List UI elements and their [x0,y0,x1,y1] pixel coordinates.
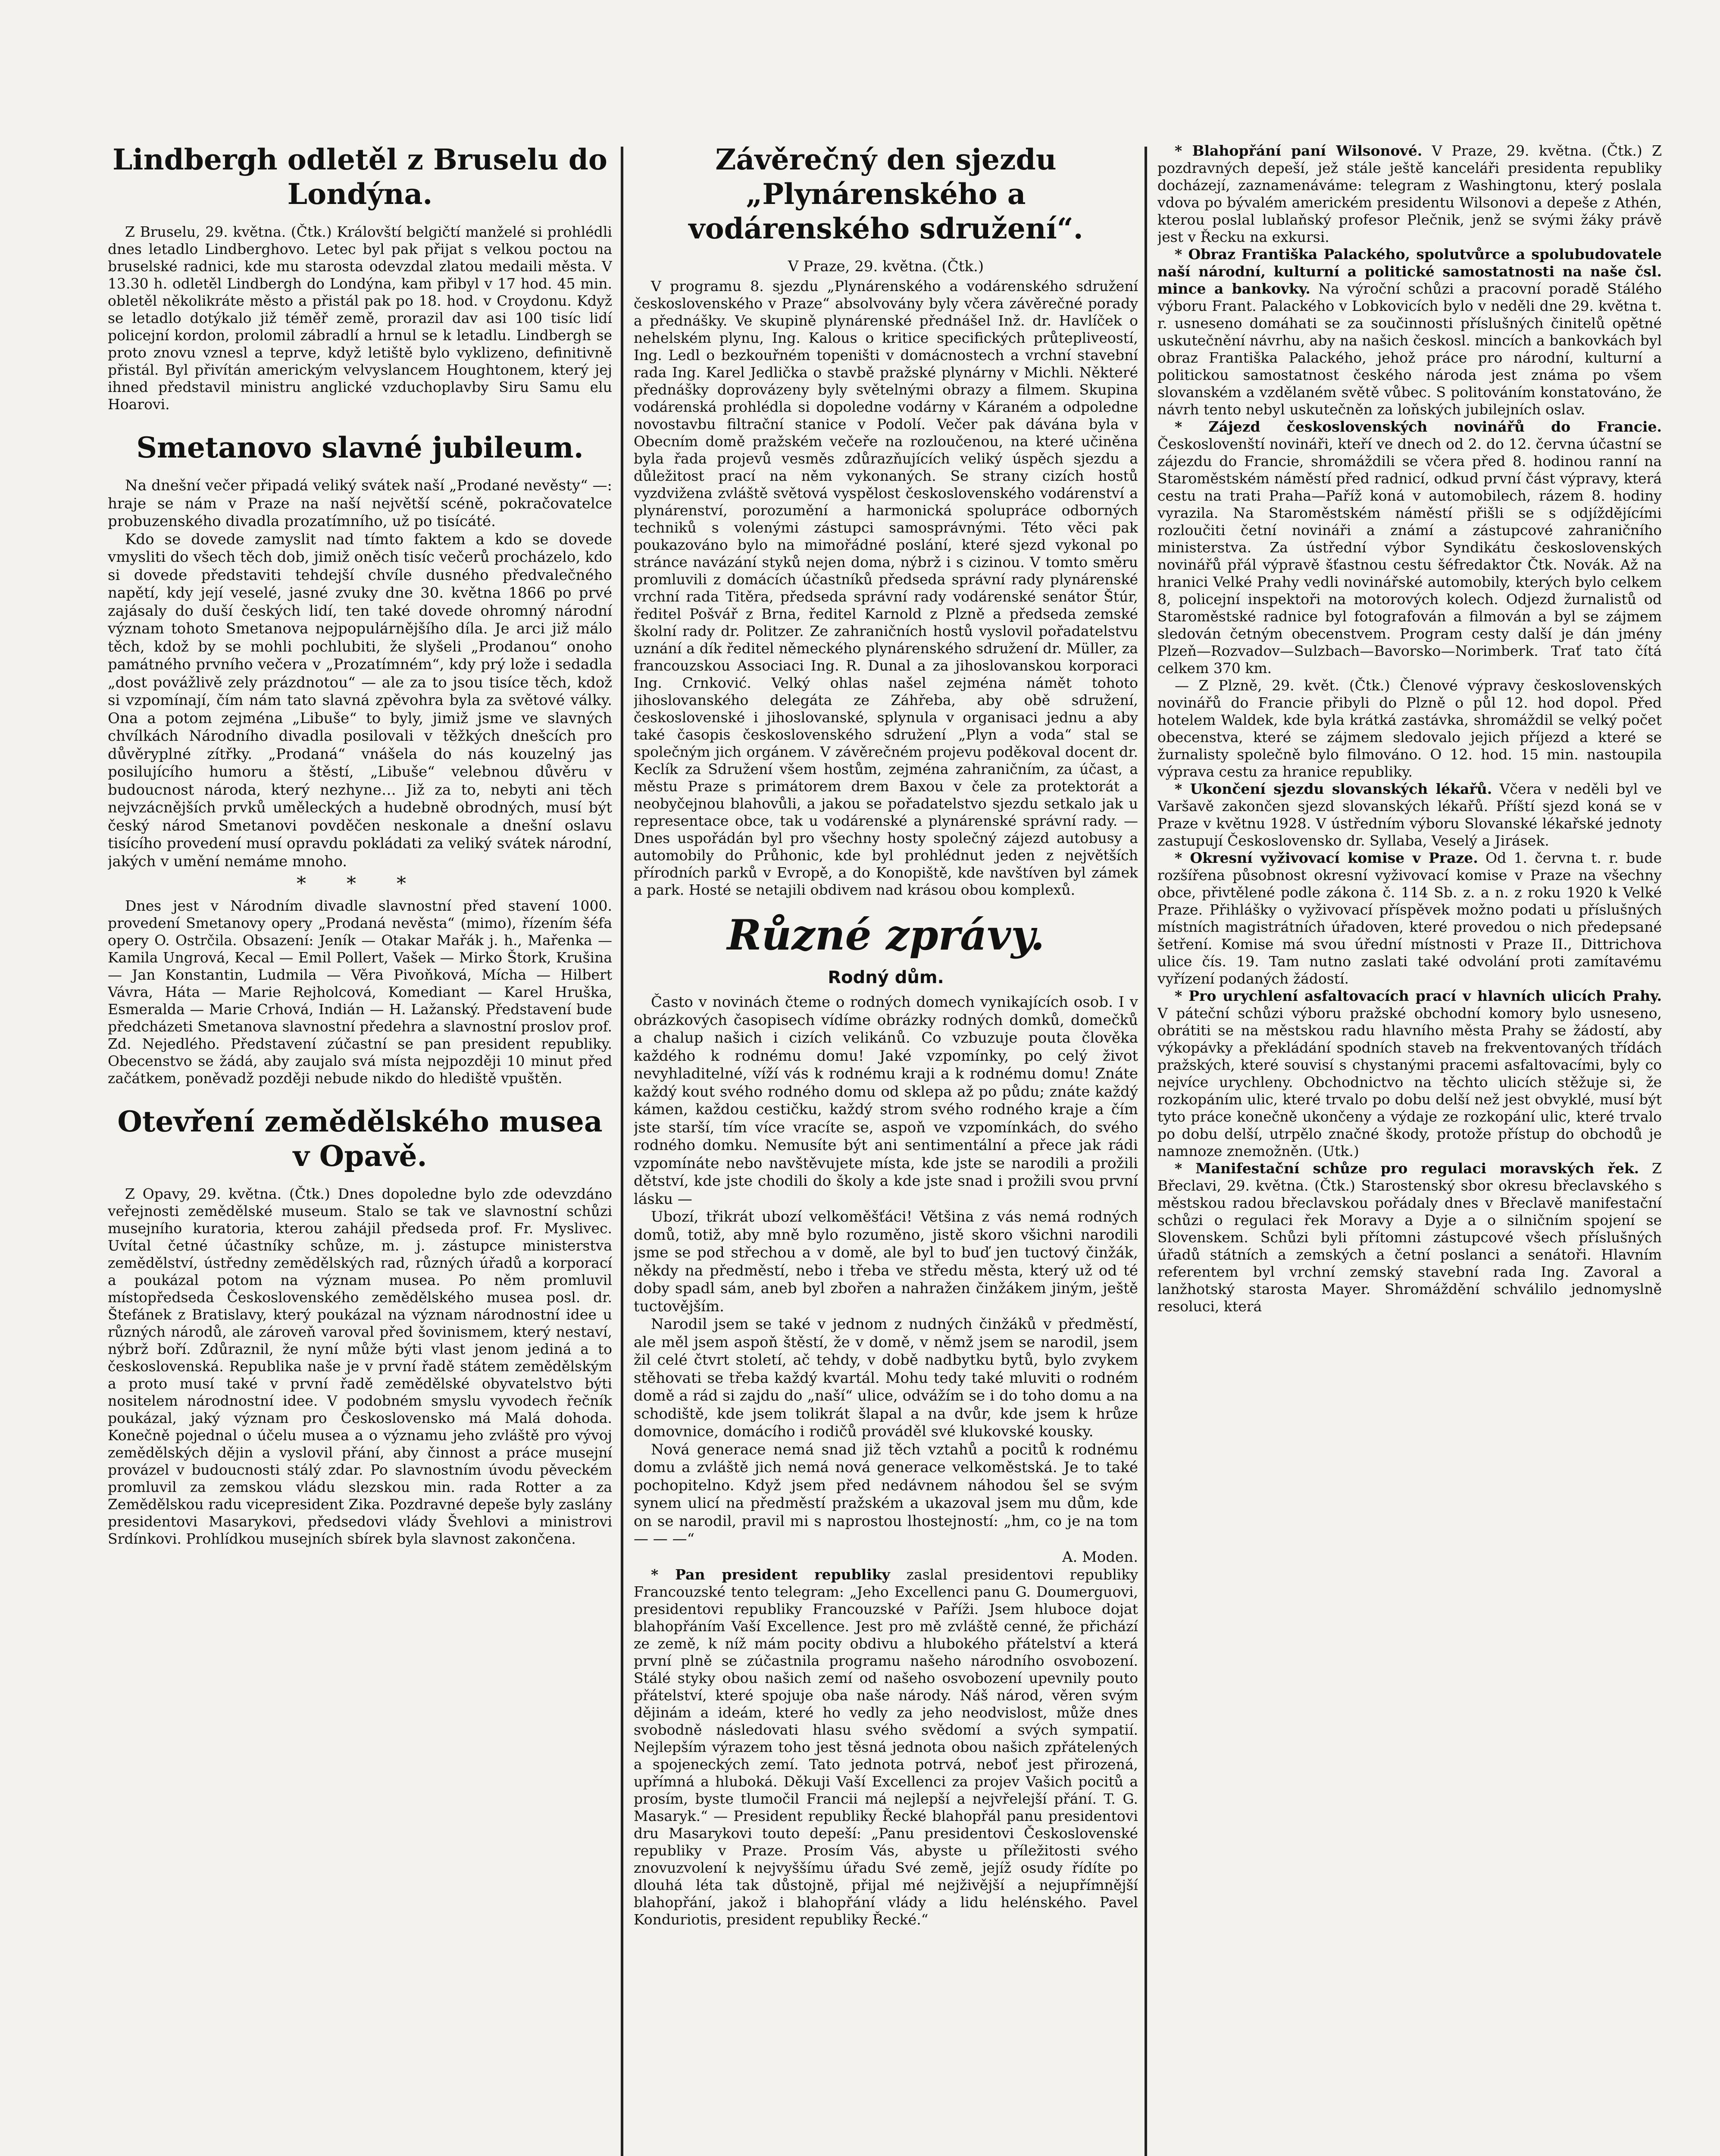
rodny-dum-paragraph: Často v novinách čteme o rodných domech vynikajících osob. I v obrázkových časopisech vídíme obrázky rodných domků, domečků a chalup našich i cizích velikánů. Co vzbuzuje pouta člověka každého k rodnému domu! Jaké vzpomínky, po celý život nevyhladitelné, víží vás k rodnému kraji a k rodnému domu! Znáte každý kout svého rodného domu od sklepa až po půdu; znáte každý kámen, každou cestičku, každý strom svého rodného kraje a čím jste starší, tím více vracíte se, aspoň ve vzpomínkách, do svého rodného domku. Nemusíte být ani sentimentální a přece jak rádi vzpomínáte nebo navštěvujete místa, kde jste se narodili a prožili dětství, kde jste chodili do školy a kde jste snad i prožili svou první lásku — [634,993,1138,1208]
president-telegram-paragraph [634,1566,1138,1928]
journalists-paragraph [1157,418,1662,677]
column-2 [634,142,1138,2156]
column-1 [108,142,612,2156]
doctors-paragraph [1157,780,1662,849]
congress-dateline: V Praze, 29. května. (Čtk.) [788,258,984,275]
rodny-dum-paragraph: Nová generace nemá snad již těch vztahů a pocitů k rodnému domu a zvláště jich nemá nová generace velkoměstská. Je to také pochopitelno. Když jsem před nedávnem náhodou šel se svým synem ulicí na předměstí pražském a ukazoval jsem mu dům, kde on se narodil, pravil mi s naprostou lhostejností: „hm, co je na tom — — —“ [634,1441,1138,1548]
palacky-text: Na výroční schůzi a pracovní poradě Stálého výboru Frant. Palackého v Lobkovicích bylo v neděli dne 29. května t. r. usneseno domáhati se za součinnosti příslušných činitelů opětné uskutečnění návrhu, aby na našich českosl. mincích a bankovkách byl obraz Františka Palackého, jehož práce pro národní, kulturní a politickou samostatnost českého národa jest známa po všem slovanském a vzdělaném světě vůbec. S politováním konstatováno, že návrh tento nebyl uskutečněn za loňských jubilejních oslav. [1157,280,1662,418]
smetana-paragraph: Kdo se dovede zamyslit nad tímto faktem a kdo se dovede vmysliti do všech těch dob, jimiž oněch tisíc večerů procházelo, kdo si dovede představiti tehdejší chvíle dusného předvalečného napětí, kdy její veselé, jasné zvuky dne 30. května 1866 po prvé zajásaly do duší českých lidí, ten také dovede ohromný národní význam tohoto Smetanova nejpopulárnějšího díla. Je arci již málo těch, kdož by se mohli pochlubiti, že slyšeli „Prodanou“ onoho památného prvního večera v „Prozatímném“, kdy prý lože i sedadla „dost povážlivě zely prázdnotou“ — ale za to jsou tisíce těch, kdož si vzpomínají, čím nám tato slavná zpěvohra byla za světové války. Ona a potom zejména „Libuše“ to byly, jimiž jsme ve slavných chvílkách Národního divadla posilovali v těžkých dnešcích pro důvěryplné zítřky. „Prodaná“ vnášela do nás kouzelný jas posilujícího humoru a štěstí, „Libuše“ velebnou důvěru v budoucnost národa, který nezhyne… Již za to, nebyti ani těch nejvzácnějších prvků uměleckých a hudebně obrodných, musí být český národ Smetanovi povděčen neskonale a dnešní oslavu tisícího provedení musí opravdu pokládati za veliký svátek národní, jakých v umění nemáme mnoho. [108,530,612,870]
smetana-headline: Smetanovo slavné jubileum. [136,431,584,464]
commission-text: Od 1. června t. r. bude rozšířena působnost okresní vyživovací komise v Praze na všechny obce, přivtělené podle zákona č. 114 Sb. z. a n. z roku 1920 k Velké Praze. Přihlášky o vyživovací příspěvek možno podati u příslušných místních magistrátních úřadoven, které provedou o nich předepsané šetření. Komise má svou úřední místnosti v Praze II., Dittrichova ulice čís. 19. Tam nutno zaslati také odvolání proti zamítavému vyřízení podaných žádostí. [1157,849,1662,987]
regulation-lead: * Manifestační schůze pro regulaci moravských řek. [1175,1160,1639,1177]
column-3 [1157,142,1662,2156]
wilson-paragraph [1157,142,1662,246]
museum-headline: Otevření zemědělského musea v Opavě. [117,1105,603,1173]
palacky-lead: * Obraz Františka Palackého, spolutvůrce a spolubudovatele naší národní, kulturní a politické samostatnosti na naše čsl. mince a bankovky. [1157,246,1662,297]
museum-body: Z Opavy, 29. května. (Čtk.) Dnes dopoledne bylo zde odevzdáno veřejnosti zemědělské museum. Stalo se tak ve slavnostní schůzi musejního kuratoria, kterou zahájil předseda prof. Fr. Myslivec. Uvítal četné účastníky schůze, m. j. zástupce ministerstva zemědělství, ústředny zemědělských rad, různých úřadů a korporací a poukázal potom na význam musea. Po něm promluvil místopředseda Československého zemědělského musea posl. dr. Štefánek z Bratislavy, který poukázal na význam národnostní idee u různých národů, ale zároveň varoval před šovinismem, který nestaví, nýbrž boří. Zdůraznil, že nyní může býti vlast jenom jediná a to československá. Republika naše je v první řadě státem zemědělským a proto musí také v první řadě zemědělské obyvatelstvo býti nositelem národnostní idee. V podobném smyslu vyvodech řečník poukázal, jaký význam pro Československo má Malá dohoda. Konečně pojednal o účelu musea a o významu jeho zvláště pro vývoj zemědělských dějin a vyslovil přání, aby činnost a práce musejní provázel v budoucnosti stálý zdar. Po slavnostním úvodu pěveckém promluvil za zemskou vládu slezskou min. rada Rotter a za Zemědělskou radu vicepresident Zika. Pozdravné depeše byly zaslány presidentovi Masarykovi, předsedovi vlády Švehlovi a ministrovi Srdínkovi. Prohlídkou musejních sbírek byla slavnost zakončena. [108,1185,612,1547]
doctors-lead: * Ukončení sjezdu slovanských lékařů. [1175,780,1492,797]
journalists-paragraph: — Z Plzně, 29. květ. (Čtk.) Členové výpravy československých novinářů do Francie přibyli do Plzně o půl 12. hod dopol. Před hotelem Waldek, kde byla krátká zastávka, shromáždil se velký počet obecenstva, které se zájmem sledovalo jejich příjezd a které se žurnalisty společně bylo filmováno. O 12. hod. 15 min. nastoupila výprava cestu za hranice republiky. [1157,677,1662,780]
president-telegram-lead: * Pan president republiky [651,1566,890,1583]
palacky-paragraph [1157,246,1662,418]
congress-headline: Závěrečný den sjezdu „Plynárenského a vodárenského sdružení“. [688,143,1083,245]
doctors-text: Včera v neděli byl ve Varšavě zakončen sjezd slovanských lékařů. Příští sjezd koná se v Praze v květnu 1928. V ústředním výboru Slovanské lékařské jednoty zastupují Československo dr. Syllaba, Veselý a Jirásek. [1157,780,1662,849]
column-rule [621,147,623,2156]
congress-body: V programu 8. sjezdu „Plynárenského a vodárenského sdružení československého v Praze“ absolvovány byly včera závěrečné porady a přednášky. Ve skupině plynárenské přednášel Inž. dr. Havlíček o nehelském plynu, Ing. Kalous o kritice specifických průtepliveostí, Ing. Ledl o bezkouřném topeništi v domácnostech a vrchní stavební rada Ing. Karel Jedlička o stavbě pražské plynárny v Michli. Některé přednášky doprovázeny byly světelnými obrazy a filmem. Skupina vodárenská prohlédla si dopoledne vodárny v Káraném a odpoledne novostavbu filtrační stanice v Podolí. Večer pak dávána byla v Obecním domě pražském večeře na rozloučenou, na které učiněna byla řada projevů vesměs zdůrazňujících veliký úspěch sjezdu a důležitost prací na něm vykonaných. Se strany cizích hostů vyzdvižena zvláště světová vyspělost československého vodárenství a plynárenství, porozumění a harmonická spolupráce odborných techniků s volenými zástupci samosprávnými. Této věci pak poukazováno bylo na mimořádné poslání, které sjezd vykonal po stránce navázání styků nejen doma, nýbrž i s cizinou. V tomto směru promluvili z domácích účastníků předseda správní rady plynárenské vrchní rada Titěra, předseda správní rady vodárenské senátor Štúr, ředitel Pošvář z Brna, ředitel Karnold z Plzně a předseda zemské školní rady dr. Politzer. Ze zahraničních hostů vyslovil pořadatelstvu uznání a dík ředitel německého plynárenského sdružení dr. Müller, za francouzskou Associaci Ing. R. Dunal a za jihoslovanskou korporaci Ing. Crnković. Velký ohlas našel zejména námět tohoto jihoslovanského delegáta ze Záhřeba, aby obě sdružení, československé i jihoslovanské, splynula v organisaci jednu a aby také časopis československého sdružení „Plyn a voda“ stal se společným jich orgánem. V závěrečném projevu poděkoval docent dr. Keclík za Sdružení všem hostům, zejména zahraničním, za účast, a městu Praze s primátorem drem Baxou v čele za protektorát a neobyčejnou blahovůli, a jakou se pořadatelstvo sjezdu setkalo jak u representace obce, tak u vodárenské a plynárenské správní rady. — Dnes uspořádán byl pro všechny hosty společný zájezd autobusy a automobily do Průhonic, kde byl prohlédnut jeden z největších přírodních parků v Evropě, a do Konopiště, kde navštíven byl zámek a park. Hosté se netajili obdivem nad krásou obou komplexů. [634,278,1138,898]
regulation-text: Z Břeclavi, 29. května. (Čtk.) Starostenský sbor okresu břeclavského s městskou radou břeclavskou pořádaly dnes v Břeclavě manifestační schůzi o regulaci řek Moravy a Dyje a o silničním spojení se Slovenskem. Schůzi byli přítomni zástupcové všech příslušných úřadů státních a zemských a četní poslanci a senátoři. Hlavním referentem byl vrchní zemský stavební rada Ing. Zavoral a lanžhotský starosta Mayer. Shromáždění schválilo jednomyslně resoluci, která [1157,1160,1662,1315]
asphalt-paragraph [1157,987,1662,1160]
column-rule [1145,147,1147,2156]
lindbergh-body: Z Bruselu, 29. května. (Čtk.) Královští belgičtí manželé si prohlédli dnes letadlo Lindberghovo. Letec byl pak přijat s velkou poctou na bruselské radnici, kde mu starosta odevzdal zlatou medaili města. V 13.30 h. odletěl Lindbergh do Londýna, kam přibyl v 17 hod. 45 min. obletěl několikráte město a přistál pak po 18. hod. v Croydonu. Když se letadlo dotýkalo již téměř země, prorazil dav asi 100 tisíc lidí policejní kordon, prolomil zábradlí a hrnul se k letadlu. Lindbergh se proto znovu vznesl a teprve, když letiště bylo vyklizeno, definitivně přistál. Byl přivítán americkým velvyslancem Houghtonem, který jej ihned představil ministru anglické vzduchoplavby Siru Samu elu Hoarovi. [108,223,612,413]
rodny-dum-subhead: Rodný dům. [828,968,944,987]
misc-section-headline: Různé zprávy. [727,911,1045,959]
asphalt-text: V páteční schůzi výboru pražské obchodní komory bylo usneseno, obrátiti se na městskou radu hlavního města Prahy se žádostí, aby výkopávky a překládání spodních staveb na frekventovaných třídách pražských, které souvisí s chystanými pracemi asfaltovacími, byly co nejvíce urychleny. Obchodnictvo na těchto ulicích stěžuje si, že rozkopáním ulic, které trvalo po dobu delší než jest obvyklé, musí být tyto práce konečně ukončeny a výdaje ze rozkopání ulic, které trvalo po dobu delší, utrpělo značné škody, protože přístup do obchodů je namnoze znemožněn. (Utk.) [1157,1005,1662,1159]
president-telegram-text: zaslal presidentovi republiky Francouzské tento telegram: „Jeho Excellenci panu G. Doumerguovi, presidentovi republiky Francouzské v Paříži. Jsem hluboce dojat blahopřáním Vaší Excellence. Jest pro mě zvláště cenné, že přichází ze země, k níž mám pocity obdivu a hlubokého přátelství a která první plně se zúčastnila programu našeho národního osvobození. Stálé styky obou našich zemí od našeho osvobození upevnily pouto přátelství, které spojuje oba naše národy. Náš národ, věren svým dějinám a ideám, které ho vedly za jeho neodvislost, může dnes svobodně následovati hlasu svého svědomí a svých sympatií. Nejlepším výrazem toho jest těsná jednota obou našich zpřátelených a spojeneckých zemí. Tato jednota potrvá, neboť jest přirozená, upřímná a hluboká. Děkuji Vaší Excellenci za projev Vašich pocitů a prosím, byste tlumočil Francii má nejlepší a nejvřelejší přání. T. G. Masaryk.“ — President republiky Řecké blahopřál panu presidentovi dru Masarykovi touto depeší: „Panu presidentovi Československé republiky v Praze. Prosím Vás, abyste u příležitosti svého znovuzvolení k nejvyššímu úřadu Své země, jejíž osudy řídíte po dlouhá léta tak důstojně, přijal mé nejživější a nejupřímnější blahopřání, jakož i blahopřání vlády a lidu helénského. Pavel Konduriotis, president republiky Řecké.“ [634,1566,1138,1928]
section-stars: * * * [297,873,423,895]
journalists-lead: * Zájezd československých novinářů do Francie. [1175,418,1662,435]
rodny-dum-paragraph: Narodil jsem se také v jednom z nudných činžáků v předměstí, ale měl jsem aspoň štěstí, že v domě, v němž jsem se narodil, jsem žil celé čtvrt století, ač tehdy, v době nadbytku bytů, bylo zvykem stěhovati se třeba každý kvartál. Mohu tedy také mluviti o rodném domě a rád si zajdu do „naší“ ulice, odvážím se i do toho domu a na schodiště, kde jsem tolikrát šlapal a na dvůr, kde jsem k hrůze domovnice, domácího i rodičů prováděl své klukovské kousky. [634,1316,1138,1440]
smetana-paragraph: Na dnešní večer připadá veliký svátek naší „Prodané nevěsty“ —: hraje se nám v Praze na naší největší scéně, pokračovatelce probuzenského divadla prozatímního, už po tisícáté. [108,477,612,530]
smetana-paragraph: Dnes jest v Národním divadle slavnostní před stavení 1000. provedení Smetanovy opery „Prodaná nevěsta“ (mimo), řízením šéfa opery O. Ostrčila. Obsazení: Jeník — Otakar Mařák j. h., Mařenka — Kamila Ungrová, Kecal — Emil Pollert, Vašek — Mirko Štork, Krušina — Jan Konstantin, Ludmila — Věra Pivoňková, Mícha — Hilbert Vávra, Háta — Marie Rejholcová, Komediant — Karel Hruška, Esmeralda — Marie Crhová, Indián — H. Lažanský. Představení bude předcházeti Smetanova slavnostní předehra a slavnostní proslov prof. Zd. Nejedlého. Představení zúčastní se pan president republiky. Obecenstvo se žádá, aby zaujalo svá místa nejpozději 10 minut před začátkem, poněvadž později nebude nikdo do hlediště vpuštěn. [108,897,612,1087]
asphalt-lead: * Pro urychlení asfaltovacích prací v hlavních ulicích Prahy. [1175,987,1662,1004]
lindbergh-headline: Lindbergh odletěl z Bruselu do Londýna. [113,143,607,211]
wilson-lead: * Blahopřání paní Wilsonové. [1175,142,1423,159]
rodny-dum-signature: A. Moden. [1062,1548,1138,1566]
regulation-paragraph [1157,1160,1662,1315]
commission-lead: * Okresní vyživovací komise v Praze. [1175,849,1478,866]
wilson-text: V Praze, 29. května. (Čtk.) Z pozdravných depeší, jež stále ještě kanceláři presidenta republiky docházejí, zaznamenáváme: telegram z Washingtonu, který poslala vdova po bývalém americkém presidentu Wilsonovi a depeše z Athén, kterou poslal lublaňský profesor Plečnik, jenž se svými žáky právě jest v Řecku na exkursi. [1157,142,1662,245]
rodny-dum-paragraph: Ubozí, třikrát ubozí velkoměšťáci! Většina z vás nemá rodných domů, totiž, aby mně bylo rozuměno, jistě skoro všichni narodili jsme se pod střechou a v domě, ale byl to buď jen tuctový činžák, někdy na předměstí, nebo i třeba ve středu města, který už od té doby spadl sám, aneb byl zbořen a nahražen činžákem jiným, ještě tuctovějším. [634,1208,1138,1315]
journalists-text: Českoslovenští novináři, kteří ve dnech od 2. do 12. června účastní se zájezdu do Francie, shromáždili se včera před 8. hodinou ranní na Staroměstském náměstí před radnicí, odkud první část výpravy, která cestu na trati Praha—Paříž koná v automobilech, rázem 8. hodiny vyrazila. Na Staroměstském náměstí přišli se s odjíždějícími rozloučiti četní novináři a známí a zástupcové zahraničního ministerstva. Za ústřední výbor Syndikátu československých novinářů přál výpravě šťastnou cestu šéfredaktor Čtk. Novák. Až na hranici Velké Prahy vedli novinářské automobily, kterých bylo celkem 8, policejní inspektoři na motorových kolech. Odjezd žurnalistů od Staroměstské radnice byl fotografován a filmován a byl se zájmem sledován četným obecenstvem. Program cesty další je dán jmény Plzeň—Rozvadov—Sulzbach—Bavorsko—Norimberk. Trať tato čítá celkem 370 km. [1157,436,1662,677]
commission-paragraph [1157,849,1662,987]
